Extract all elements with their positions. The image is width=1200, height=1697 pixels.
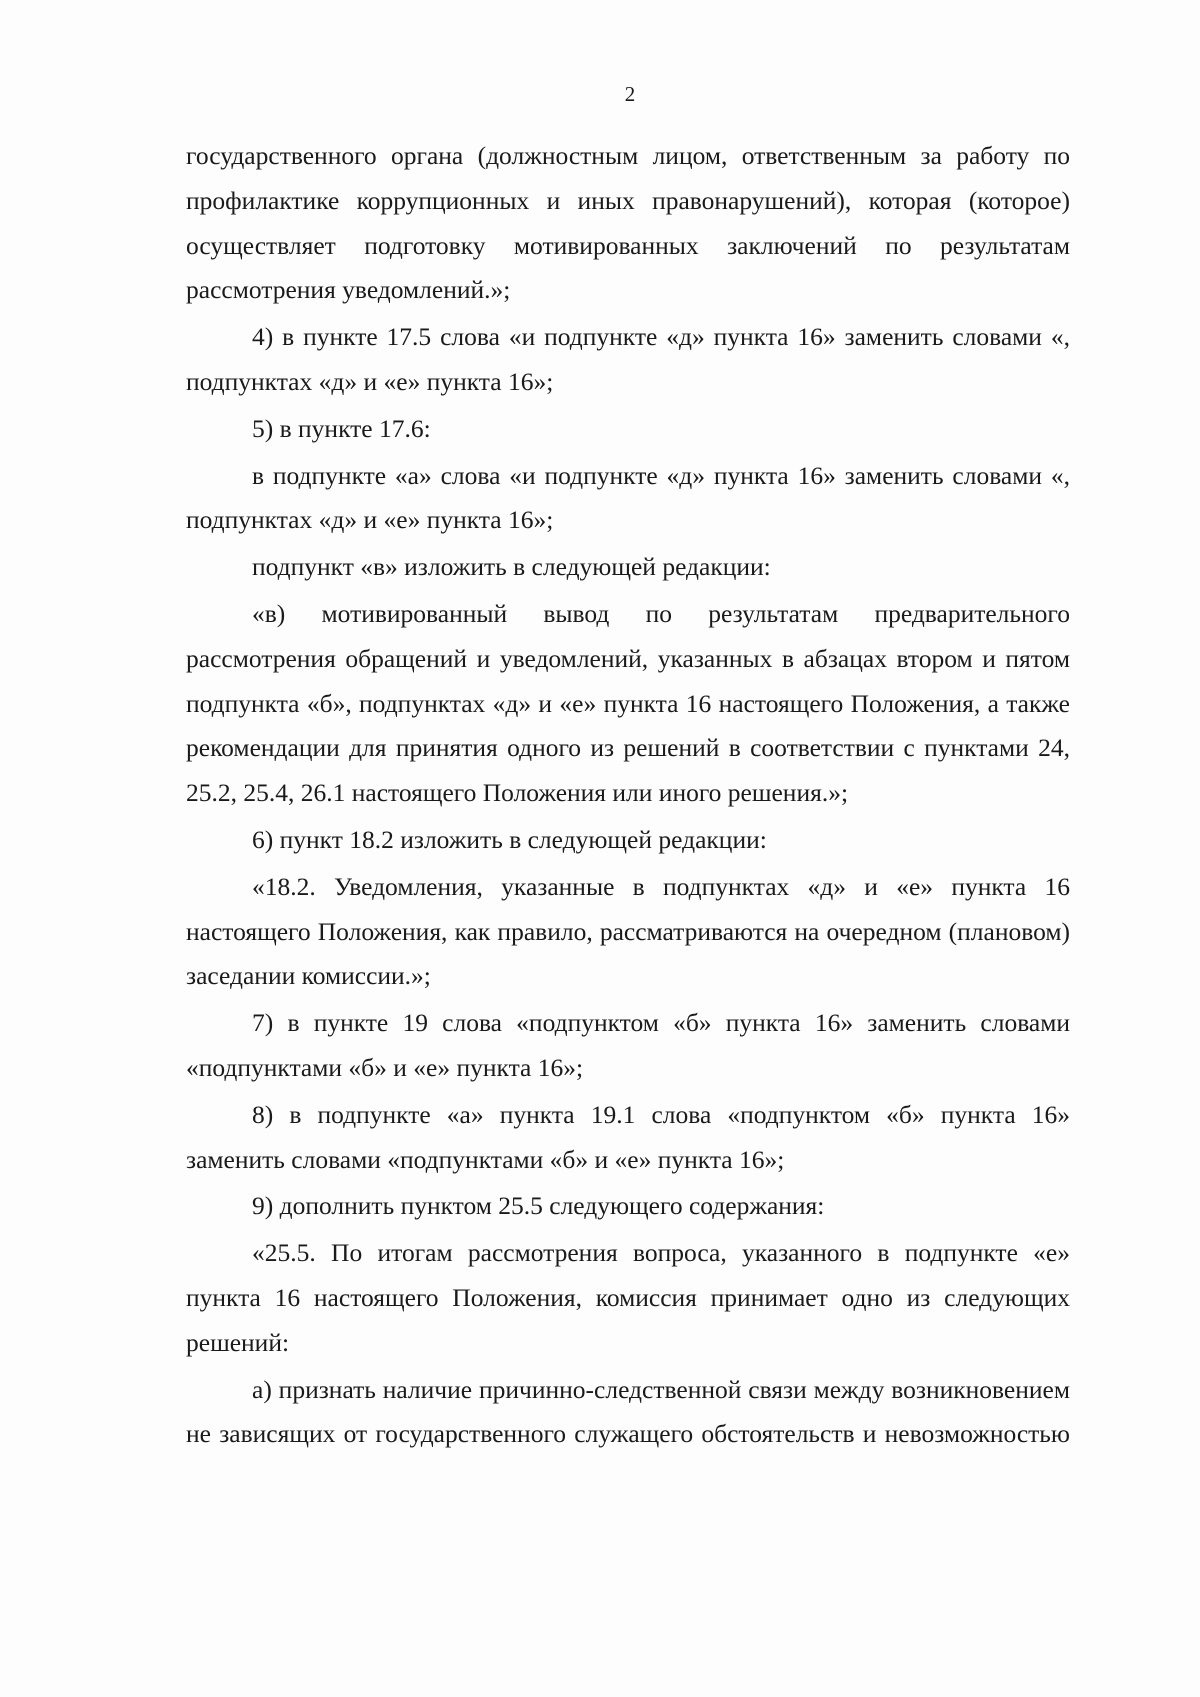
paragraph-decision-a: а) признать наличие причинно-следственной связи между возникновением не зависящих от государственного служащего обстоятельств и невозможностью (186, 1374, 1070, 1449)
paragraph-item-4: 4) в пункте 17.5 слова «и подпункте «д» пункта 16» заменить словами «, подпунктах «д» и «е» пункта 16»; (186, 322, 1070, 396)
paragraph-continuation: государственного органа (должностным лицом, ответственным за работу по профилактике коррупционных и иных правонарушений), которая (которое) осуществляет подготовку мотивированных заключений по результатам рассмотрения уведомлений.»; (186, 141, 1070, 305)
paragraph-item-8: 8) в подпункте «а» пункта 19.1 слова «подпунктом «б» пункта 16» заменить словами «подпунктами «б» и «е» пункта 16»; (186, 1099, 1070, 1174)
page-number: 2 (624, 82, 636, 106)
document-body (186, 134, 1070, 1459)
paragraph-item-5: 5) в пункте 17.6: (252, 413, 431, 443)
paragraph-item-18-2-text: «18.2. Уведомления, указанные в подпунктах «д» и «е» пункта 16 настоящего Положения, как правило, рассматриваются на очередном (плановом) заседании комиссии.»; (186, 871, 1070, 991)
paragraph-item-7: 7) в пункте 19 слова «подпунктом «б» пункта 16» заменить словами «подпунктами «б» и «е» пункта 16»; (186, 1008, 1070, 1082)
paragraph-item-25-5-text: «25.5. По итогам рассмотрения вопроса, указанного в подпункте «е» пункта 16 настоящего Положения, комиссия принимает одно из следующих решений: (186, 1238, 1070, 1357)
paragraph-subitem-a: в подпункте «а» слова «и подпункте «д» пункта 16» заменить словами «, подпунктах «д» и «е» пункта 16»; (186, 460, 1070, 535)
paragraph-subitem-v-intro: подпункт «в» изложить в следующей редакции: (252, 552, 771, 582)
paragraph-subitem-v-text: «в) мотивированный вывод по результатам предварительного рассмотрения обращений и уведомлений, указанных в абзацах втором и пятом подпункта «б», подпунктах «д» и «е» пункта 16 настоящего Положения, а также рекомендации для принятия одного из решений в соответствии с пунктами 24, 25.2, 25.4, 26.1 настоящего Положения или иного решения.»; (186, 598, 1070, 808)
paragraph-item-6: 6) пункт 18.2 изложить в следующей редакции: (252, 824, 767, 854)
paragraph-item-9: 9) дополнить пунктом 25.5 следующего содержания: (252, 1191, 825, 1221)
